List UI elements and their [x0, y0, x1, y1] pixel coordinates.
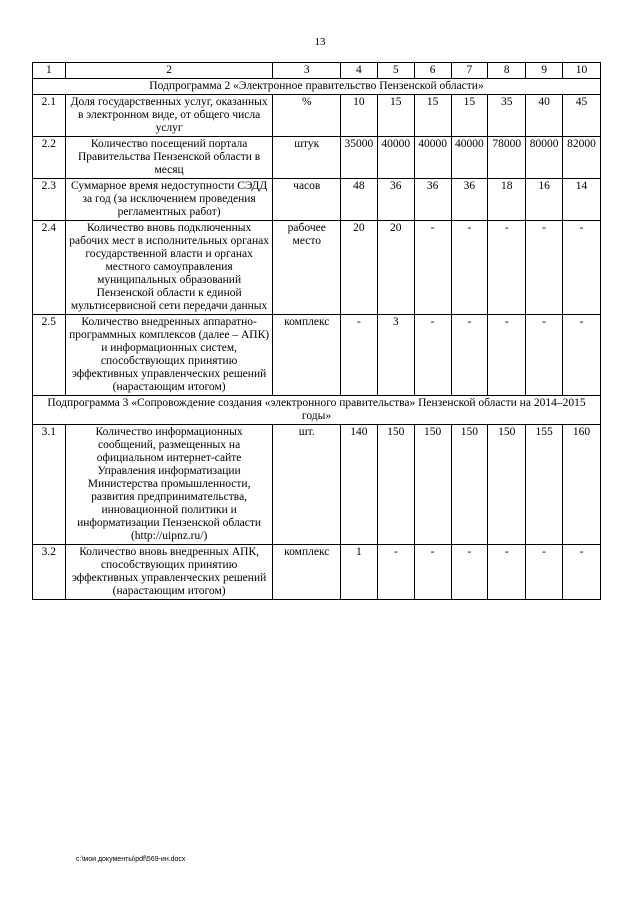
value-cell: 10 [341, 95, 378, 137]
value-cell: - [488, 545, 526, 600]
value-cell: 15 [451, 95, 488, 137]
value-cell: 35 [488, 95, 526, 137]
section-title: Подпрограмма 2 «Электронное правительство Пензенской области» [33, 79, 601, 95]
value-cell: 45 [563, 95, 601, 137]
value-cell: 155 [526, 425, 563, 545]
value-cell: 82000 [563, 137, 601, 179]
unit: % [273, 95, 341, 137]
value-cell: - [563, 221, 601, 315]
value-cell: 20 [377, 221, 414, 315]
column-number: 8 [488, 63, 526, 79]
row-number: 2.3 [33, 179, 66, 221]
value-cell: - [377, 545, 414, 600]
indicator-name: Количество посещений портала Правительства Пензенской области в месяц [65, 137, 273, 179]
value-cell: 40000 [451, 137, 488, 179]
table-row [33, 95, 601, 137]
row-number: 2.4 [33, 221, 66, 315]
column-number: 9 [526, 63, 563, 79]
value-cell: - [526, 315, 563, 396]
value-cell: 35000 [341, 137, 378, 179]
column-number: 7 [451, 63, 488, 79]
value-cell: 18 [488, 179, 526, 221]
unit: штук [273, 137, 341, 179]
unit: часов [273, 179, 341, 221]
row-number: 2.1 [33, 95, 66, 137]
value-cell: - [451, 315, 488, 396]
value-cell: - [414, 315, 451, 396]
value-cell: 150 [488, 425, 526, 545]
value-cell: 16 [526, 179, 563, 221]
value-cell: 40000 [377, 137, 414, 179]
value-cell: 14 [563, 179, 601, 221]
indicator-name: Доля государственных услуг, оказанных в электронном виде, от общего числа услуг [65, 95, 273, 137]
indicator-name: Количество внедренных аппаратно-программных комплексов (далее – АПК) и информационных систем, способствующих принятию эффективных управленческих решений (нарастающим итогом) [65, 315, 273, 396]
row-number: 2.5 [33, 315, 66, 396]
value-cell: - [488, 221, 526, 315]
section-title: Подпрограмма 3 «Сопровождение создания «электронного правительства» Пензенской области на 2014–2015 годы» [33, 396, 601, 425]
value-cell: 40 [526, 95, 563, 137]
value-cell: - [488, 315, 526, 396]
value-cell: - [563, 545, 601, 600]
value-cell: 150 [451, 425, 488, 545]
indicator-name: Количество вновь внедренных АПК, способствующих принятию эффективных управленческих решений (нарастающим итогом) [65, 545, 273, 600]
table-row [33, 315, 601, 396]
value-cell: 150 [377, 425, 414, 545]
indicators-table [32, 62, 601, 600]
value-cell: 15 [414, 95, 451, 137]
section-row-2 [33, 79, 601, 95]
column-number: 6 [414, 63, 451, 79]
value-cell: - [451, 545, 488, 600]
page-number: 13 [314, 36, 326, 48]
value-cell: 150 [414, 425, 451, 545]
column-number: 5 [377, 63, 414, 79]
value-cell: 80000 [526, 137, 563, 179]
value-cell: - [526, 545, 563, 600]
section-row-3 [33, 396, 601, 425]
indicator-name: Количество информационных сообщений, размещенных на официальном интернет-сайте Управления информатизации Министерства промышленности, развития предпринимательства, инновационной политики и информатизации Пензенской области (http://uipnz.ru/) [65, 425, 273, 545]
table-row [33, 179, 601, 221]
column-number: 1 [33, 63, 66, 79]
value-cell: - [341, 315, 378, 396]
value-cell: 36 [451, 179, 488, 221]
unit: рабочее место [273, 221, 341, 315]
column-number: 3 [273, 63, 341, 79]
value-cell: 40000 [414, 137, 451, 179]
value-cell: 36 [377, 179, 414, 221]
value-cell: 36 [414, 179, 451, 221]
indicator-name: Количество вновь подключенных рабочих мест в исполнительных органах государственной власти и органах местного самоуправления муниципальных образований Пензенской области к единой мультисервисной сети передачи данных [65, 221, 273, 315]
value-cell: 140 [341, 425, 378, 545]
row-number: 3.1 [33, 425, 66, 545]
row-number: 3.2 [33, 545, 66, 600]
unit: комплекс [273, 315, 341, 396]
row-number: 2.2 [33, 137, 66, 179]
value-cell: - [526, 221, 563, 315]
value-cell: 1 [341, 545, 378, 600]
value-cell: 78000 [488, 137, 526, 179]
value-cell: - [451, 221, 488, 315]
unit: комплекс [273, 545, 341, 600]
unit: шт. [273, 425, 341, 545]
column-number: 4 [341, 63, 378, 79]
value-cell: 20 [341, 221, 378, 315]
value-cell: 15 [377, 95, 414, 137]
value-cell: 3 [377, 315, 414, 396]
table-row [33, 425, 601, 545]
value-cell: - [563, 315, 601, 396]
value-cell: 48 [341, 179, 378, 221]
column-number: 2 [65, 63, 273, 79]
header-row [33, 63, 601, 79]
file-path: c:\мои документы\pdf\569-ин.docx [76, 856, 186, 863]
indicator-name: Суммарное время недоступности СЭДД за год (за исключением проведения регламентных работ) [65, 179, 273, 221]
value-cell: 160 [563, 425, 601, 545]
value-cell: - [414, 221, 451, 315]
value-cell: - [414, 545, 451, 600]
table-row [33, 545, 601, 600]
table-row [33, 137, 601, 179]
table-row [33, 221, 601, 315]
column-number: 10 [563, 63, 601, 79]
